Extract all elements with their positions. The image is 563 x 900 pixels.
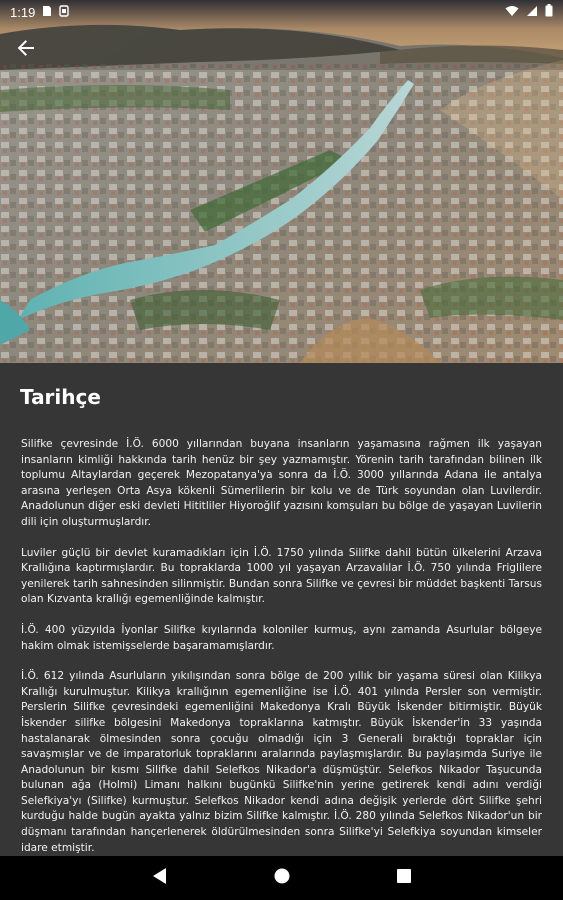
home-circle-icon bbox=[273, 867, 291, 889]
article-body bbox=[21, 437, 542, 856]
wifi-icon bbox=[505, 5, 519, 20]
status-bar bbox=[0, 0, 563, 24]
article-content[interactable] bbox=[0, 363, 563, 856]
nav-home-button[interactable] bbox=[270, 866, 294, 890]
article-paragraph: Luviler güçlü bir devlet kuramadıkları için İ.Ö. 1750 yılında Silifke dahil bütün ülkelerini Arzava Krallığına kaptırmışlardır. Bu topraklarda 1000 yıl yaşayan Arzavalılar İ.Ö. 750 yılında Friglilere yenilerek tarih sahnesinden silinmiştir. Bundan sonra Silifke ve çevresi bir müddet başkenti Tarsus olan Kızvanta krallığı egemenliğinde kalmıştır. bbox=[21, 546, 542, 606]
battery-icon bbox=[545, 4, 553, 20]
back-button[interactable] bbox=[10, 34, 42, 66]
nav-recents-button[interactable] bbox=[392, 866, 416, 890]
back-triangle-icon bbox=[152, 867, 168, 889]
header-image bbox=[0, 0, 563, 363]
article-paragraph: Silifke çevresinde İ.Ö. 6000 yıllarından buyana insanların yaşamasına rağmen ilk yaşayan insanların kimliği hakkında tarih henüz bir şey yazmamıştır. Yörenin tarih tarafından bilinen ilk toplumu Altaylardan geçerek Mezopatanya'ya sonra da İ.Ö. 3000 yıllarında Adana ile antalya arasına yerleşen Orta Asya kökenli Sümerlilerin bir kolu ve de Türk soyundan olan Luvilerdir. Anadolunun diğer eski devleti Hititliler Hiyoroğlif yazısını komşuları bu bölge de yaşayan Luvilerin dili için oluşturmuşlardır. bbox=[21, 438, 542, 528]
sim-card-icon bbox=[42, 5, 52, 20]
aerial-city-photo bbox=[0, 0, 563, 363]
signal-icon bbox=[526, 5, 538, 20]
recents-square-icon bbox=[396, 868, 412, 888]
status-time: 1:19 bbox=[10, 4, 36, 20]
arrow-back-icon bbox=[16, 38, 36, 62]
settings-icon bbox=[59, 5, 69, 20]
article-paragraph: İ.Ö. 612 yılında Asurluların yıkılışından sonra bölge de 200 yıllık bir yaşama süresi olan Kilikya Krallığı kurulmuştur. Kilikya krallığının egemenliğine ise İ.Ö. 401 yılında Persler son vermiştir. Perslerin Silifke çevresindeki egemenliğini Makedonya Kralı Büyük İskender bitirmiştir. Büyük İskender silifke bölgesini Makedonya topraklarına katmıştır. Büyük İskender'in 33 yaşında hastalanarak ölmesinden sonra çocuğu olmadığı için 3 Generali bıraktığı topraklar için savaşmışlar ve de imparatorluk topraklarını aralarında paylaşmışlardır. Bu paylaşımda Suriye ile Anadolunun bir kısmı Silifke dahil Selefkos Nikador'a düşmüştür. Selefkos Nikador Taşucunda bulunan ağa (Holmi) Limanı halkını bugünkü Silifke'nin yerine getirerek kendi adını verdiği Selefkiya'yı (Silifke) kurmuştur. Selefkos Nikador kendi adına değişik yerlerde dört Silifke şehri kurduğu halde bugün ayakta yalnız bizim Silifke kalmıştır. İ.Ö. 280 yılında Selefkos Nikador'un bir düşmanı tarafından hançerlenerek öldürülmesinden sonra Silifke'yi Selefkiya soyundan kimseler idare etmiştir. bbox=[21, 670, 542, 854]
navigation-bar bbox=[0, 856, 563, 900]
article-paragraph: İ.Ö. 400 yüzyılda İyonlar Silifke kıyılarında koloniler kurmuş, aynı zamanda Asurlular bölgeye hakim olmak istemişselerde başaramamışlardır. bbox=[21, 623, 542, 652]
article-title: Tarihçe bbox=[20, 385, 101, 409]
nav-back-button[interactable] bbox=[148, 866, 172, 890]
